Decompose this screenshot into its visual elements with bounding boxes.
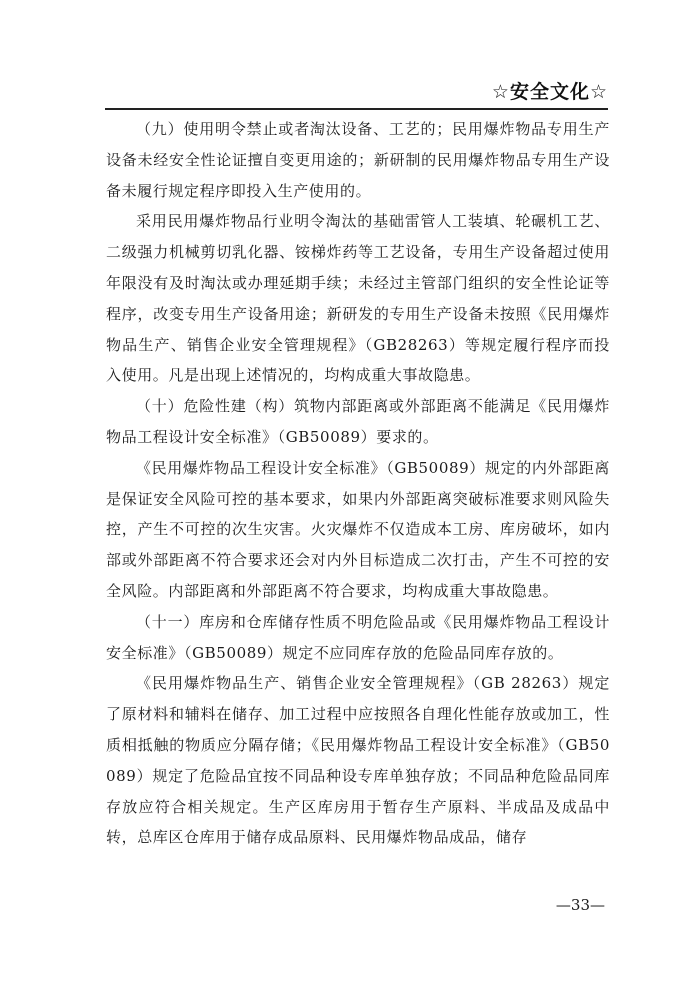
paragraph: 《民用爆炸物品工程设计安全标准》（GB50089）规定的内外部距离是保证安全风险可控的基本要求，如果内外部距离突破标准要求则风险失控，产生不可控的次生灾害。火灾爆炸不仅造成本工房、库房破坏，如内部或外部距离不符合要求还会对内外目标造成二次打击，产生不可控的安全风险。内部距离和外部距离不符合要求，均构成重大事故隐患。 <box>106 458 610 600</box>
section-title: ☆安全文化☆ <box>491 81 608 103</box>
page-number: —33— <box>555 896 605 914</box>
article-body <box>106 114 610 853</box>
page-header <box>105 78 608 110</box>
paragraph: （十）危险性建（构）筑物内部距离或外部距离不能满足《民用爆炸物品工程设计安全标准》（GB50089）要求的。 <box>106 397 610 446</box>
paragraph: 《民用爆炸物品生产、销售企业安全管理规程》（GB 28263）规定了原材料和辅料在储存、加工过程中应按照各自理化性能存放或加工，性质相抵触的物质应分隔存储；《民用爆炸物品工程设计安全标准》（GB50089）规定了危险品宜按不同品种设专库单独存放；不同品种危险品同库存放应符合相关规定。生产区库房用于暂存生产原料、半成品及成品中转，总库区仓库用于储存成品原料、民用爆炸物品成品，储存 <box>106 674 610 847</box>
paragraph: （十一）库房和仓库储存性质不明危险品或《民用爆炸物品工程设计安全标准》（GB50089）规定不应同库存放的危险品同库存放的。 <box>106 612 610 662</box>
paragraph: （九）使用明令禁止或者淘汰设备、工艺的；民用爆炸物品专用生产设备未经安全性论证擅自变更用途的；新研制的民用爆炸物品专用生产设备未履行规定程序即投入生产使用的。 <box>106 120 610 200</box>
page-footer <box>0 893 605 917</box>
paragraph: 采用民用爆炸物品行业明令淘汰的基础雷管人工装填、轮碾机工艺、二级强力机械剪切乳化器、铵梯炸药等工艺设备，专用生产设备超过使用年限没有及时淘汰或办理延期手续；未经过主管部门组织的安全性论证等程序，改变专用生产设备用途；新研发的专用生产设备未按照《民用爆炸物品生产、销售企业安全管理规程》（GB28263）等规定履行程序而投入使用。凡是出现上述情况的，均构成重大事故隐患。 <box>106 212 610 385</box>
